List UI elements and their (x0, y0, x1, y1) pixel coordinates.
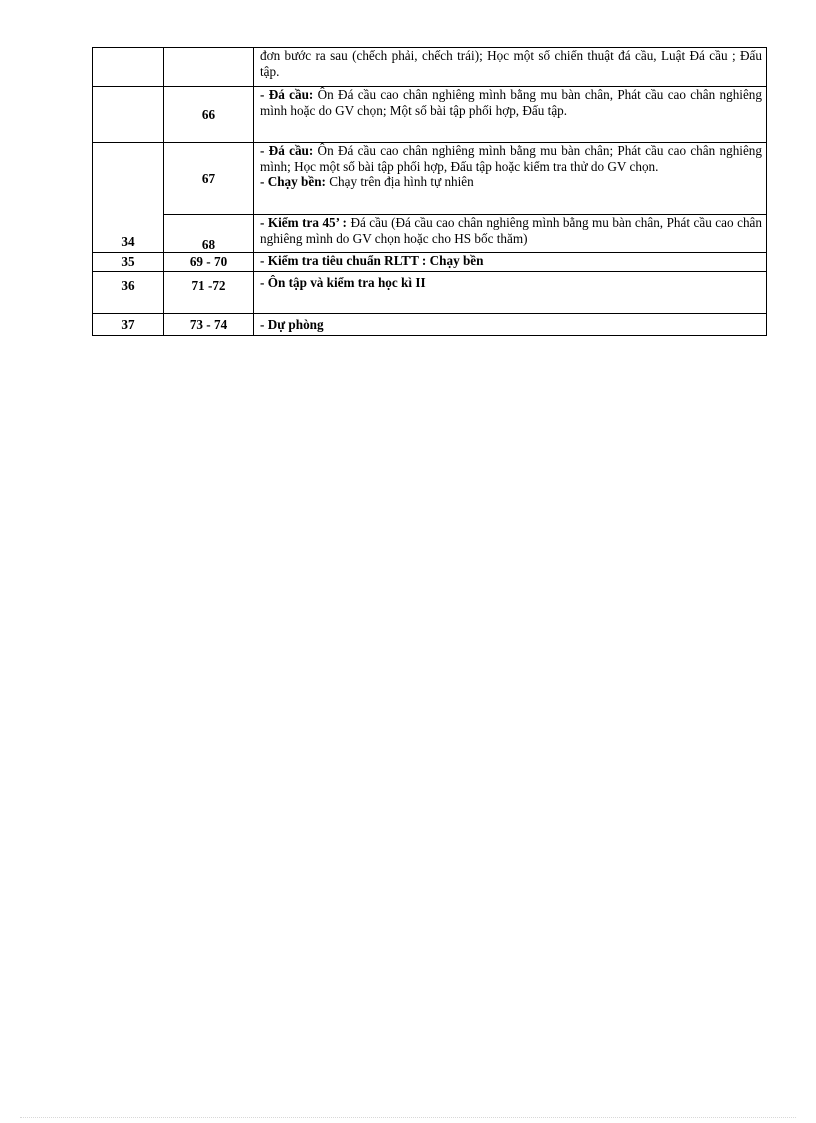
week-cell (93, 87, 164, 143)
table-row (93, 215, 767, 253)
content-text: Chạy trên địa hình tự nhiên (325, 174, 474, 189)
content-text: Ôn Đá cầu cao chân nghiêng mình bằng mu bàn chân; Phát cầu cao chân nghiêng mình; Học một số bài tập phối hợp, Đấu tập hoặc kiểm tra thử do GV chọn. (260, 143, 762, 174)
content-heading: - Dự phòng (260, 316, 324, 332)
lesson-cell: 69 - 70 (164, 253, 254, 272)
content-cell (254, 272, 767, 314)
table-row (93, 87, 767, 143)
page-footer-divider (20, 1117, 796, 1118)
table-row (93, 253, 767, 272)
content-text: Ôn Đá cầu cao chân nghiêng mình bằng mu bàn chân, Phát cầu cao chân nghiêng mình hoặc do GV chọn; Một số bài tập phối hợp, Đấu tập. (260, 87, 762, 118)
lesson-cell: 66 (164, 87, 254, 143)
content-cell (254, 215, 767, 253)
content-cell (254, 87, 767, 143)
lesson-cell: 67 (164, 143, 254, 215)
week-cell: 35 (93, 253, 164, 272)
content-heading: - Đá cầu: (260, 87, 314, 102)
week-cell (93, 48, 164, 87)
content-cell (254, 48, 767, 87)
lesson-cell: 71 -72 (164, 272, 254, 314)
lesson-cell (164, 48, 254, 87)
table-row (93, 48, 767, 87)
week-cell: 34 (93, 143, 164, 253)
table-row (93, 314, 767, 336)
lesson-plan-table (92, 47, 767, 336)
lesson-cell: 73 - 74 (164, 314, 254, 336)
content-text: đơn bước ra sau (chếch phải, chếch trái); Học một số chiến thuật đá cầu, Luật Đá cầu ; Đấu tập. (260, 48, 762, 79)
content-heading: - Kiểm tra 45’ : (260, 215, 347, 230)
week-cell: 37 (93, 314, 164, 336)
content-cell (254, 253, 767, 272)
content-heading: - Đá cầu: (260, 143, 314, 158)
content-heading: - Chạy bền: (260, 174, 326, 189)
content-cell (254, 314, 767, 336)
content-heading: - Kiểm tra tiêu chuẩn RLTT : Chạy bền (260, 253, 484, 268)
content-cell (254, 143, 767, 215)
table-row (93, 272, 767, 314)
content-text: Đá cầu (Đá cầu cao chân nghiêng mình bằng mu bàn chân, Phát cầu cao chân nghiêng mình do GV chọn hoặc cho HS bốc thăm) (260, 215, 762, 246)
lesson-cell: 68 (164, 215, 254, 253)
week-cell: 36 (93, 272, 164, 314)
content-heading: - Ôn tập và kiểm tra học kì II (260, 275, 426, 290)
table-row (93, 143, 767, 215)
